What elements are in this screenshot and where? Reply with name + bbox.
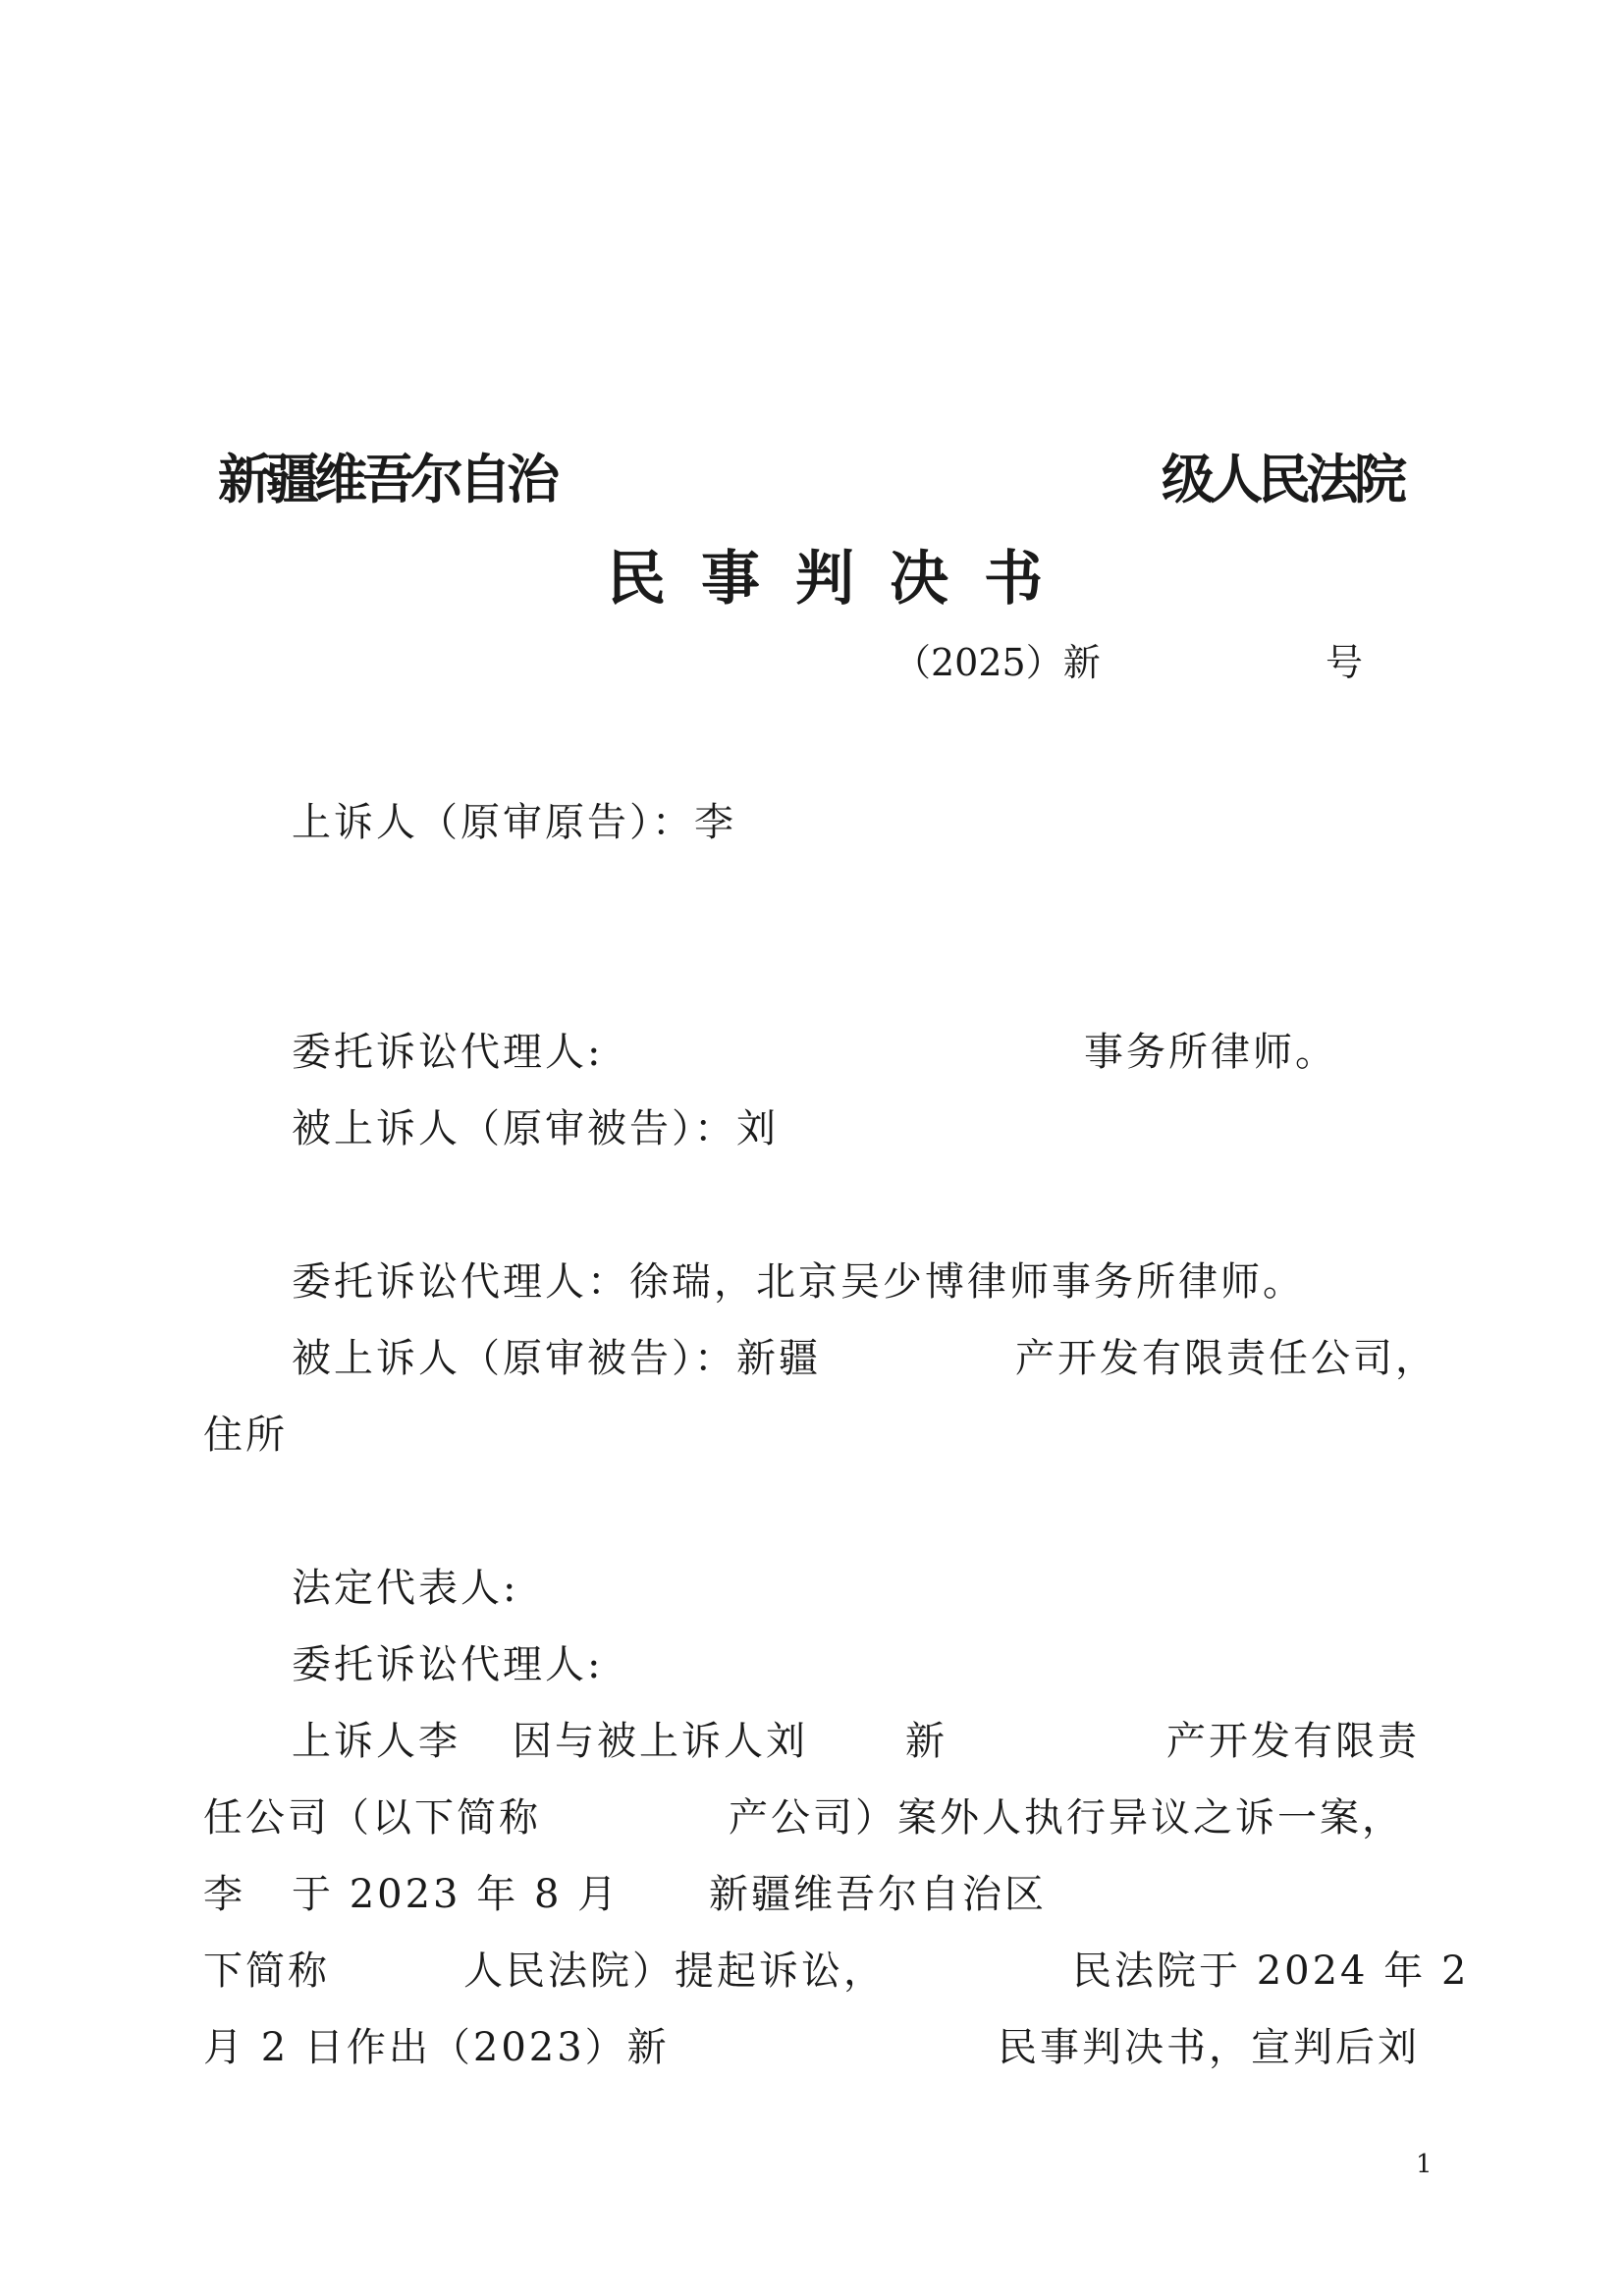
appellee1-line: 被上诉人（原审被告）：刘: [292, 1106, 779, 1151]
narrative-line2-a: 任公司（以下简称: [203, 1795, 541, 1841]
appellant-agent-firm: 事务所律师。: [1084, 1030, 1337, 1075]
title-char: 事: [701, 545, 760, 614]
narrative-line4-c: 民法院于 2024 年 2: [1072, 1949, 1470, 1994]
narrative-line3-b: 于 2023 年 8 月: [292, 1872, 621, 1917]
document-title: [607, 545, 1078, 614]
narrative-line1-a: 上诉人李: [292, 1719, 460, 1764]
narrative-line2-b: 产公司）案外人执行异议之诉一案，: [729, 1795, 1404, 1841]
court-name-right: 级人民法院: [1162, 449, 1402, 510]
title-char: 判: [795, 545, 854, 614]
narrative-line1-b: 因与被上诉人刘: [513, 1719, 808, 1764]
narrative-line1-d: 产开发有限责: [1166, 1719, 1420, 1764]
narrative-line5-a: 月 2 日作出（2023）新: [203, 2025, 670, 2070]
appellee2-line-end: 产开发有限责任公司，: [1015, 1336, 1437, 1381]
appellant-line: 上诉人（原审原告）：李: [292, 800, 736, 845]
page-number: 1: [1416, 2150, 1433, 2179]
narrative-line1-c: 新: [905, 1719, 947, 1764]
appellee2-agent: 委托诉讼代理人:: [292, 1642, 604, 1687]
narrative-line3-c: 新疆维吾尔自治区: [709, 1872, 1047, 1917]
case-number-suffix: 号: [1326, 641, 1364, 684]
appellee2-line-start: 被上诉人（原审被告）：新疆: [292, 1336, 821, 1381]
title-char: 决: [890, 545, 948, 614]
appellee1-agent-line: 委托诉讼代理人：徐瑞，北京吴少博律师事务所律师。: [292, 1259, 1305, 1305]
title-char: 书: [984, 545, 1043, 614]
narrative-line5-b: 民事判决书，宣判后刘: [998, 2025, 1420, 2070]
narrative-line3-a: 李: [203, 1872, 245, 1917]
narrative-line4-a: 下简称: [203, 1949, 330, 1994]
appellant-agent-label: 委托诉讼代理人:: [292, 1030, 604, 1075]
appellee2-address: 住所: [203, 1413, 288, 1458]
court-name-left: 新疆维吾尔自治: [218, 449, 555, 510]
legal-representative: 法定代表人:: [292, 1566, 519, 1611]
case-number-prefix: （2025）新: [893, 641, 1101, 684]
title-char: 民: [607, 545, 666, 614]
narrative-line4-b: 人民法院）提起诉讼，: [463, 1949, 886, 1994]
